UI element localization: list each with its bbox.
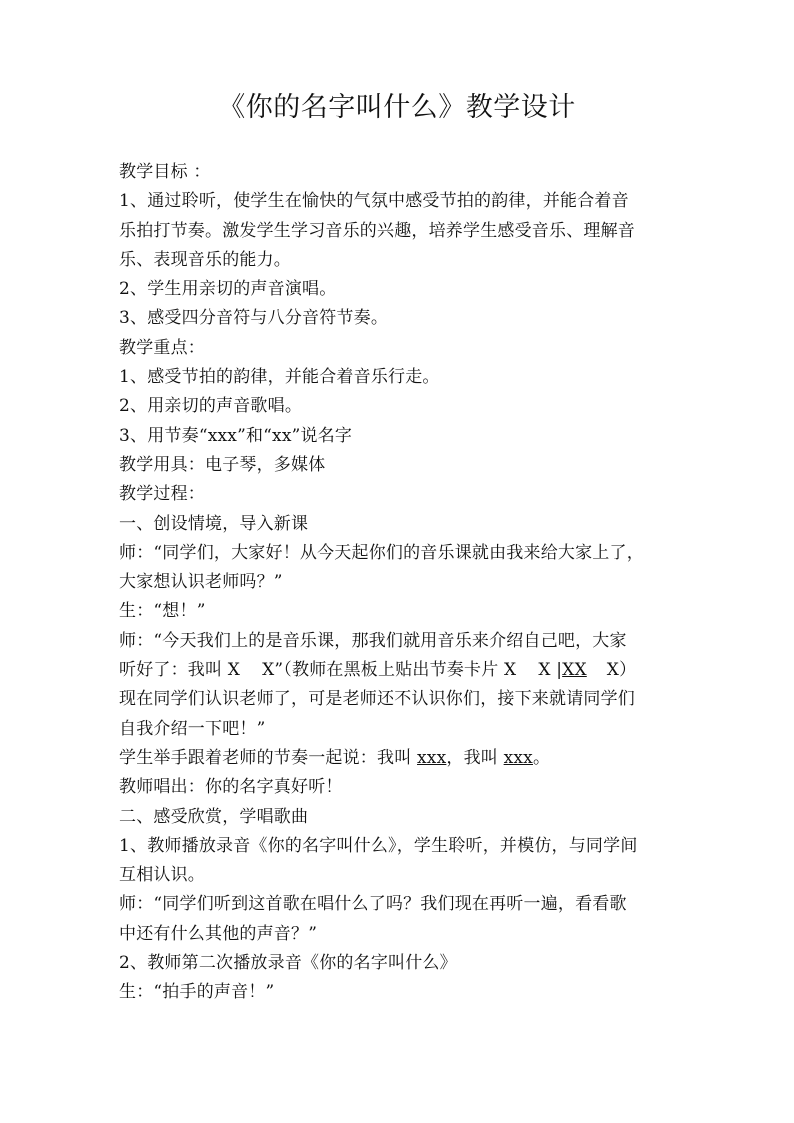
text-line: 二、感受欣赏，学唱歌曲	[119, 806, 309, 827]
text-line: 乐、表现音乐的能力。	[119, 249, 291, 270]
text-line: 教师唱出：你的名字真好听！	[119, 777, 343, 798]
text-line: 中还有什么其他的声音？”	[119, 923, 318, 944]
text-line: 师：“同学们，大家好！从今天起你们的音乐课就由我来给大家上了，	[119, 542, 644, 563]
text-line: 1、感受节拍的韵律，并能合着音乐行走。	[119, 367, 440, 388]
text-line: 2、用亲切的声音歌唱。	[119, 396, 303, 417]
text-line: 1、教师播放录音《你的名字叫什么》，学生聆听，并模仿，与同学间	[119, 835, 638, 856]
intro-name-placeholder: xxx	[417, 747, 447, 768]
text-line: 乐拍打节奏。激发学生学习音乐的兴趣，培养学生感受音乐、理解音	[119, 220, 635, 241]
rhythm-text: X |	[538, 660, 563, 681]
text-line: 2、学生用亲切的声音演唱。	[119, 279, 337, 300]
text-line: 教学重点：	[119, 337, 205, 358]
text-line: 现在同学们认识老师了，可是老师还不认识你们，接下来就请同学们	[119, 689, 635, 710]
document-body	[119, 158, 691, 1008]
text-line: 生：“拍手的声音！”	[119, 982, 275, 1003]
rhythm-text: X）	[606, 660, 637, 681]
intro-text: 学生举手跟着老师的节奏一起说：我叫	[119, 747, 418, 768]
text-line: 一、创设情境，导入新课	[119, 513, 309, 534]
text-line: 师：“今天我们上的是音乐课，那我们就用音乐来介绍自己吧，大家	[119, 630, 627, 651]
text-line: 教学过程：	[119, 484, 205, 505]
text-line: 3、用节奏“xxx”和“xx”说名字	[119, 425, 353, 446]
rhythm-text: X”（教师在黑板上贴出节奏卡片 X	[262, 660, 517, 681]
text-line: 互相认识。	[119, 865, 205, 886]
rhythm-text: 听好了：我叫 X	[119, 660, 241, 681]
text-line: 1、通过聆听，使学生在愉快的气氛中感受节拍的韵律，并能合着音	[119, 191, 629, 212]
intro-text: ，我叫	[446, 747, 504, 768]
text-line: 生：“想！”	[119, 601, 206, 622]
text-line: 大家想认识老师吗？”	[119, 572, 283, 593]
text-line: 自我介绍一下吧！”	[119, 718, 266, 739]
text-line: 2、教师第二次播放录音《你的名字叫什么》	[119, 953, 457, 974]
text-line: 教学用具：电子琴，多媒体	[119, 454, 326, 475]
rhythm-underlined-text: XX	[562, 660, 587, 681]
text-line: 师：“同学们听到这首歌在唱什么了吗？我们现在再听一遍，看看歌	[119, 894, 627, 915]
rhythm-line	[119, 656, 691, 685]
intro-text: 。	[532, 747, 551, 768]
text-line: 教学目标 ：	[119, 162, 211, 182]
document-title: 《你的名字叫什么》教学设计	[218, 92, 576, 123]
intro-line	[119, 744, 691, 773]
text-line: 3、感受四分音符与八分音符节奏。	[119, 308, 389, 329]
intro-name-placeholder: xxx	[503, 747, 533, 768]
